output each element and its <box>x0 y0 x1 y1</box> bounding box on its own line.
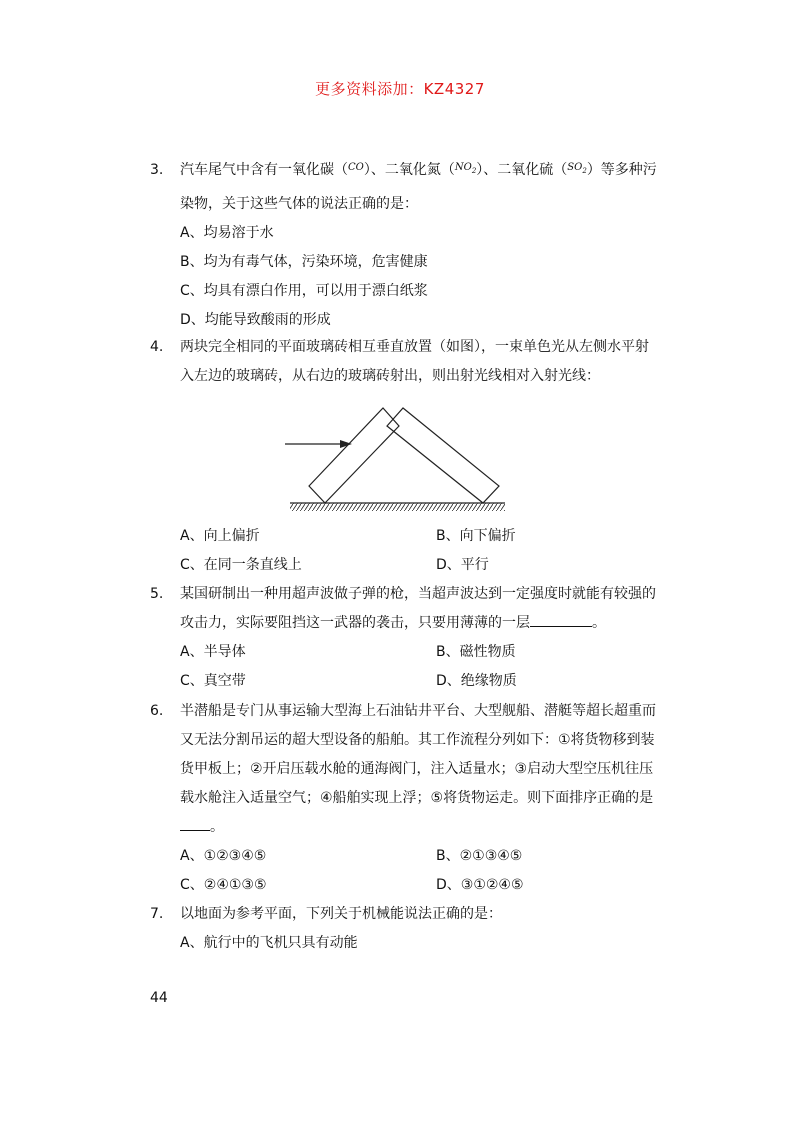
left-glass-brick <box>309 408 399 503</box>
option-d: D、绝缘物质 <box>436 673 517 689</box>
answer-blank <box>180 816 210 831</box>
page-number: 44 <box>150 990 168 1006</box>
question-stem: 以地面为参考平面，下列关于机械能说法正确的是： <box>180 906 502 922</box>
question-7 <box>150 900 660 958</box>
question-number: 3. <box>150 162 164 178</box>
formula-so2: SO2 <box>567 162 587 175</box>
question-number: 4. <box>150 339 164 355</box>
option-b: B、②①③④⑤ <box>436 848 523 864</box>
option-a: A、均易溶于水 <box>180 225 274 241</box>
option-c: C、在同一条直线上 <box>180 557 302 573</box>
options-row <box>180 871 660 900</box>
formula-co: CO <box>348 162 364 173</box>
option-d: D、平行 <box>436 557 489 573</box>
question-6 <box>150 697 660 900</box>
ground-hatch <box>290 503 505 511</box>
option-a: A、半导体 <box>180 644 246 660</box>
question-stem: 汽车尾气中含有一氧化碳（$^{CO}$）、二氧化氮（$^{NO_2}$）、二氧化硫（$^{SO_2}$）等多种污染物，关于这些气体的说法正确的是： <box>180 162 657 212</box>
option-d: D、均能导致酸雨的形成 <box>180 312 331 328</box>
options-row <box>180 667 660 696</box>
right-glass-brick <box>387 408 499 503</box>
option-c: C、真空带 <box>180 673 246 689</box>
option-c: C、②④①③⑤ <box>180 877 267 893</box>
options-row <box>180 522 660 551</box>
header-watermark: 更多资料添加：KZ4327 <box>315 80 485 98</box>
formula-no2: NO2 <box>454 162 477 175</box>
question-stem: 两块完全相同的平面玻璃砖相互垂直放置（如图），一束单色光从左侧水平射入左边的玻璃砖，从右边的玻璃砖射出，则出射光线相对入射光线： <box>180 339 649 384</box>
question-4 <box>150 333 660 391</box>
options-row <box>180 638 660 667</box>
question-3 <box>150 156 660 335</box>
option-d: D、③①②④⑤ <box>436 877 524 893</box>
answer-blank <box>530 612 592 627</box>
question-stem: 半潜船是专门从事运输大型海上石油钻井平台、大型舰船、潜艇等超长超重而又无法分割吊运的超大型设备的船舶。其工作流程分列如下：①将货物移到装货甲板上；②开启压载水舱的通海阀门，注入适量水；③启动大型空压机往压载水舱注入适量空气；④船舶实现上浮；⑤将货物运走。则下面排序正确的是。 <box>180 703 656 835</box>
option-b: B、均为有毒气体，污染环境，危害健康 <box>180 254 428 270</box>
question-number: 5. <box>150 586 164 602</box>
option-a: A、①②③④⑤ <box>180 848 267 864</box>
glass-bricks-figure <box>285 402 510 514</box>
option-b: B、磁性物质 <box>436 644 516 660</box>
option-a: A、航行中的飞机只具有动能 <box>180 935 358 951</box>
question-number: 7. <box>150 906 164 922</box>
options-row <box>180 551 660 580</box>
question-5 <box>150 580 660 696</box>
question-4-options <box>150 522 660 580</box>
options-row <box>180 842 660 871</box>
option-b: B、向下偏折 <box>436 528 516 544</box>
option-a: A、向上偏折 <box>180 528 260 544</box>
question-number: 6. <box>150 703 164 719</box>
question-stem: 某国研制出一种用超声波做子弹的枪，当超声波达到一定强度时就能有较强的攻击力，实际要阻挡这一武器的袭击，只要用薄薄的一层 。 <box>180 586 656 631</box>
option-c: C、均具有漂白作用，可以用于漂白纸浆 <box>180 283 428 299</box>
